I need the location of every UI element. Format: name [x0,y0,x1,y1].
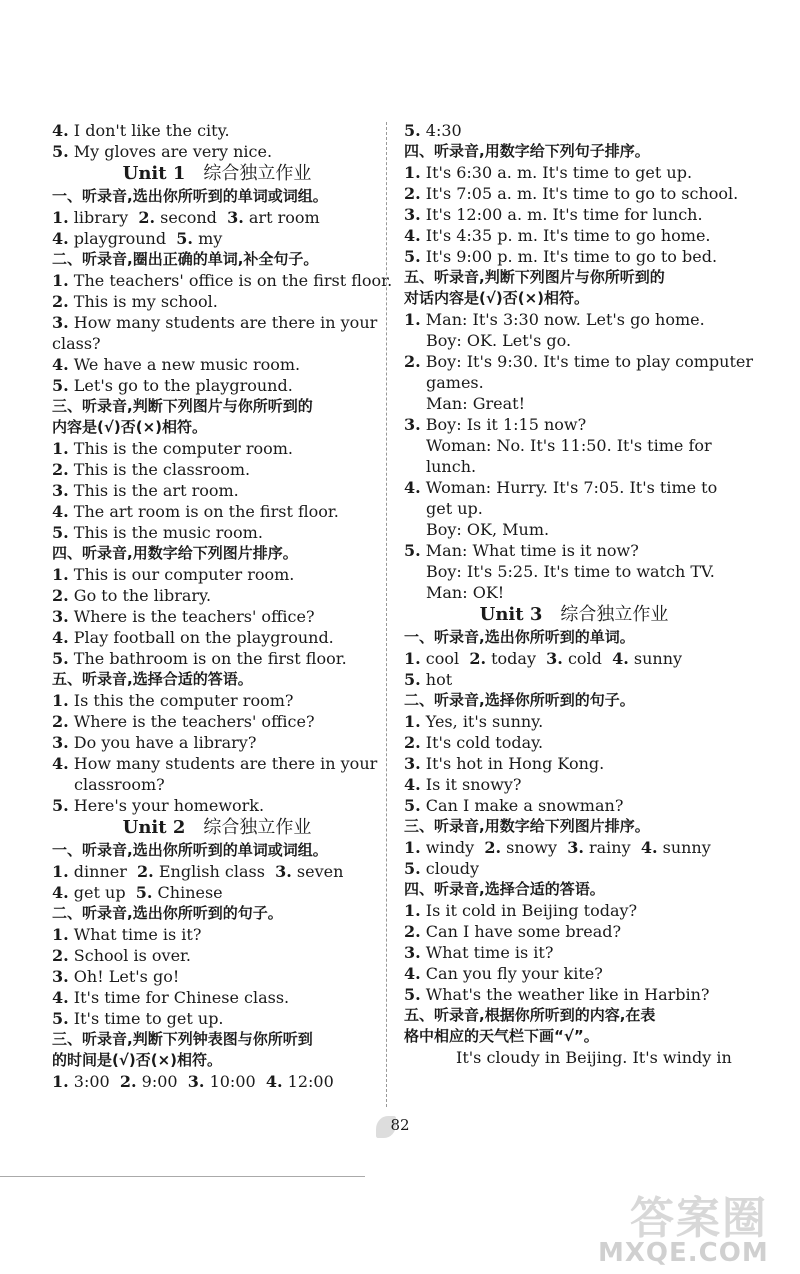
item-text: It's 12:00 a. m. It's time for lunch. [420,205,703,224]
item-number: 3. [404,943,421,962]
left-column [52,120,393,1092]
continuation-line: It's cloudy in Beijing. It's windy in [456,1048,732,1067]
answer-line [52,564,382,585]
answer-line [52,480,382,501]
section-heading: 三、听录音,判断下列图片与你所听到的 [52,397,313,415]
item-text: art room [243,208,320,227]
item-text: Can you fly your kite? [420,964,603,983]
section-heading: 四、听录音,选择合适的答语。 [404,880,605,898]
answer-line [404,711,744,732]
answer-line [52,141,382,162]
unit-heading [52,162,382,186]
answer-line [52,648,382,669]
item-number: 2. [52,586,69,605]
unit-subtitle: 综合独立作业 [203,163,312,184]
answer-line [52,945,382,966]
answer-line [404,246,744,267]
watermark-bottom: MXQE.COM [598,1238,769,1268]
continuation-line: lunch. [426,457,477,476]
item-number: 2. [137,862,154,881]
item-text: library [68,208,139,227]
unit-title: Unit 1 [122,163,186,184]
item-text: It's 7:05 a. m. It's time to go to school. [420,184,739,203]
item-number: 3. [567,838,584,857]
continuation-line: games. [426,373,484,392]
page-number-text: 82 [390,1116,410,1134]
item-number: 4. [52,883,69,902]
answer-line [404,753,744,774]
item-number: 3. [52,967,69,986]
item-number: 2. [404,922,421,941]
item-text: It's time to get up. [68,1009,224,1028]
answer-line [52,459,382,480]
unit-heading [52,816,382,840]
answer-line [404,921,744,942]
item-text: second [155,208,228,227]
section-heading: 二、听录音,选择你所听到的句子。 [404,691,635,709]
item-text: Let's go to the playground. [68,376,293,395]
item-number: 4. [265,1072,283,1091]
item-number: 1. [52,208,69,227]
answer-line [404,120,744,141]
item-number: 4. [404,226,421,245]
item-number: 1. [404,901,421,920]
item-text: hot [420,670,453,689]
item-number: 1. [404,712,421,731]
item-number: 5. [404,121,421,140]
item-text: get up [68,883,136,902]
item-text: cool [420,649,470,668]
item-number: 5. [52,523,69,542]
item-number: 3. [52,607,69,626]
item-text: Is it snowy? [420,775,522,794]
item-text: Oh! Let's go! [68,967,180,986]
item-number: 1. [52,439,69,458]
item-number: 4. [52,628,69,647]
answer-line [52,1008,382,1029]
item-number: 4. [52,355,69,374]
item-text: This is the art room. [68,481,239,500]
item-text: How many students are there in your [68,754,378,773]
continuation-line: Man: OK! [426,583,505,602]
item-text: What's the weather like in Harbin? [420,985,710,1004]
item-text: This is the computer room. [68,439,293,458]
item-text: 3:00 [68,1072,120,1091]
item-number: 3. [546,649,563,668]
answer-line [52,120,382,141]
answer-line [52,795,382,816]
item-text: Can I have some bread? [420,922,622,941]
item-number: 3. [187,1072,205,1091]
answer-line [404,963,744,984]
section-heading: 三、听录音,判断下列钟表图与你所听到 [52,1030,313,1048]
item-number: 4. [52,988,69,1007]
item-number: 5. [404,670,421,689]
item-number: 1. [52,862,69,881]
section-heading: 一、听录音,选出你所听到的单词。 [404,628,635,646]
answer-line [404,648,744,669]
page-number [372,1106,428,1144]
answer-line [52,270,393,291]
answer-line [404,183,744,204]
item-text: 10:00 [204,1072,266,1091]
item-number: 5. [404,541,421,560]
continuation-line: Woman: No. It's 11:50. It's time for [426,436,712,455]
section-heading: 五、听录音,判断下列图片与你所听到的 [404,268,665,286]
section-heading: 一、听录音,选出你所听到的单词或词组。 [52,841,328,859]
item-number: 4. [404,775,421,794]
item-text: School is over. [68,946,192,965]
item-text: seven [291,862,344,881]
answer-line [52,861,382,882]
answer-line [404,942,744,963]
item-number: 2. [484,838,502,857]
item-text: How many students are there in your [68,313,378,332]
answer-line [52,228,382,249]
answer-line [52,1071,382,1092]
item-text: Man: It's 3:30 now. Let's go home. [420,310,705,329]
item-number: 1. [52,1072,69,1091]
item-number: 1. [52,271,69,290]
unit-subtitle: 综合独立作业 [560,604,669,625]
item-text: This is my school. [68,292,218,311]
section-heading: 四、听录音,用数字给下列句子排序。 [404,142,650,160]
item-number: 5. [52,142,69,161]
answer-line [52,312,382,333]
section-heading: 二、听录音,选出你所听到的句子。 [52,904,283,922]
item-text: Yes, it's sunny. [420,712,544,731]
section-heading: 对话内容是(√)否(×)相符。 [404,289,589,307]
item-number: 5. [135,883,153,902]
section-heading: 的时间是(√)否(×)相符。 [52,1051,222,1069]
item-text: It's 9:00 p. m. It's time to go to bed. [420,247,718,266]
item-number: 5. [404,796,421,815]
item-number: 2. [404,733,421,752]
answer-line [404,732,744,753]
item-number: 4. [52,121,69,140]
item-text: It's 4:35 p. m. It's time to go home. [420,226,711,245]
item-text: snowy [501,838,568,857]
item-text: Boy: Is it 1:15 now? [420,415,587,434]
item-text: My gloves are very nice. [68,142,273,161]
answer-line [52,606,382,627]
section-heading: 四、听录音,用数字给下列图片排序。 [52,544,298,562]
item-text: We have a new music room. [68,355,301,374]
item-text: What time is it? [68,925,202,944]
section-heading: 三、听录音,用数字给下列图片排序。 [404,817,650,835]
item-text: today [486,649,547,668]
item-number: 1. [404,163,421,182]
answer-line [404,414,744,435]
item-number: 2. [52,460,69,479]
item-text: rainy [583,838,641,857]
continuation-line: Man: Great! [426,394,525,413]
item-number: 4. [52,229,69,248]
item-text: Boy: It's 9:30. It's time to play computer [420,352,753,371]
item-number: 5. [404,247,421,266]
item-text: What time is it? [420,943,554,962]
continuation-line: Boy: It's 5:25. It's time to watch TV. [426,562,715,581]
answer-line [404,669,744,690]
item-number: 2. [52,712,69,731]
item-text: Do you have a library? [68,733,257,752]
item-text: Is this the computer room? [68,691,294,710]
item-number: 3. [52,733,69,752]
answer-line [404,837,744,858]
item-text: cloudy [420,859,480,878]
item-text: Where is the teachers' office? [68,712,315,731]
item-text: Chinese [152,883,223,902]
item-text: It's cold today. [420,733,544,752]
answer-line [52,882,382,903]
unit-title: Unit 3 [479,604,543,625]
watermark-logo [590,1182,790,1267]
answer-line [52,438,382,459]
item-text: Where is the teachers' office? [68,607,315,626]
answer-line [52,711,382,732]
item-text: This is the music room. [68,523,263,542]
item-number: 2. [404,352,421,371]
section-heading: 一、听录音,选出你所听到的单词或词组。 [52,187,328,205]
item-number: 2. [404,184,421,203]
answer-line [52,627,382,648]
item-text: Go to the library. [68,586,212,605]
section-heading: 五、听录音,选择合适的答语。 [52,670,253,688]
item-text: Can I make a snowman? [420,796,624,815]
item-text: This is our computer room. [68,565,295,584]
footer-rule [0,1176,365,1177]
item-number: 3. [404,205,421,224]
unit-heading [404,603,744,627]
item-number: 2. [119,1072,137,1091]
item-number: 4. [52,754,69,773]
answer-line [404,162,744,183]
item-number: 3. [275,862,292,881]
item-text: The teachers' office is on the first floor. [68,271,393,290]
answer-line [52,732,382,753]
item-text: Woman: Hurry. It's 7:05. It's time to [420,478,718,497]
item-number: 3. [404,415,421,434]
continuation-line: Boy: OK. Let's go. [426,331,572,350]
item-number: 2. [469,649,487,668]
item-number: 4. [640,838,658,857]
item-number: 3. [52,481,69,500]
item-number: 1. [404,649,421,668]
item-number: 1. [404,310,421,329]
right-column [404,120,753,1068]
item-number: 5. [52,649,69,668]
item-text: my [192,229,223,248]
item-text: It's hot in Hong Kong. [420,754,605,773]
section-heading: 格中相应的天气栏下画“√”。 [404,1027,599,1045]
item-number: 2. [52,946,69,965]
answer-line [52,690,382,711]
item-number: 5. [52,376,69,395]
item-text: sunny [657,838,711,857]
continuation-line: Boy: OK, Mum. [426,520,550,539]
item-text: This is the classroom. [68,460,251,479]
item-text: The art room is on the first floor. [68,502,339,521]
answer-line [52,522,382,543]
answer-line [404,351,753,372]
continuation-line: get up. [426,499,483,518]
answer-line [52,966,382,987]
item-text: English class [153,862,276,881]
continuation-line: classroom? [74,775,165,794]
item-text: dinner [68,862,138,881]
answer-line [52,207,382,228]
answer-line [404,477,744,498]
continuation-line: class? [52,334,101,353]
answer-line [404,309,744,330]
item-number: 2. [138,208,156,227]
item-text: I don't like the city. [68,121,230,140]
answer-line [52,354,382,375]
item-number: 1. [52,691,69,710]
item-number: 5. [404,859,421,878]
item-text: Is it cold in Beijing today? [420,901,638,920]
item-number: 4. [612,649,629,668]
section-heading: 二、听录音,圈出正确的单词,补全句子。 [52,250,319,268]
item-text: The bathroom is on the first floor. [68,649,347,668]
answer-line [404,795,744,816]
item-number: 5. [176,229,193,248]
item-number: 2. [52,292,69,311]
item-number: 5. [52,796,69,815]
item-number: 1. [52,565,69,584]
item-number: 3. [227,208,244,227]
item-number: 5. [52,1009,69,1028]
column-divider [386,122,387,1107]
answer-line [404,204,744,225]
item-number: 4. [404,964,421,983]
item-text: 9:00 [136,1072,188,1091]
item-number: 4. [404,478,421,497]
unit-title: Unit 2 [122,817,186,838]
answer-line [404,900,744,921]
answer-line [52,501,382,522]
answer-line [404,225,744,246]
answer-line [52,987,382,1008]
answer-line [404,774,744,795]
answer-line [52,753,382,774]
item-text: sunny [628,649,683,668]
answer-line [404,984,744,1005]
answer-line [52,924,382,945]
item-number: 4. [52,502,69,521]
item-number: 5. [404,985,421,1004]
answer-line [404,540,744,561]
section-heading: 内容是(√)否(×)相符。 [52,418,207,436]
answer-line [52,291,382,312]
item-text: 12:00 [282,1072,334,1091]
unit-subtitle: 综合独立作业 [203,817,312,838]
item-text: Here's your homework. [68,796,265,815]
watermark-top: 答案圈 [630,1193,768,1244]
item-number: 1. [52,925,69,944]
section-heading: 五、听录音,根据你所听到的内容,在表 [404,1006,656,1024]
item-text: playground [68,229,177,248]
item-text: Play football on the playground. [68,628,334,647]
item-text: cold [562,649,613,668]
answer-line [404,858,744,879]
item-number: 1. [404,838,421,857]
item-text: Man: What time is it now? [420,541,639,560]
answer-line [52,585,382,606]
item-number: 3. [404,754,421,773]
item-text: windy [420,838,485,857]
item-number: 3. [52,313,69,332]
item-text: It's 6:30 a. m. It's time to get up. [420,163,693,182]
item-text: 4:30 [420,121,462,140]
answer-line [52,375,382,396]
item-text: It's time for Chinese class. [68,988,290,1007]
